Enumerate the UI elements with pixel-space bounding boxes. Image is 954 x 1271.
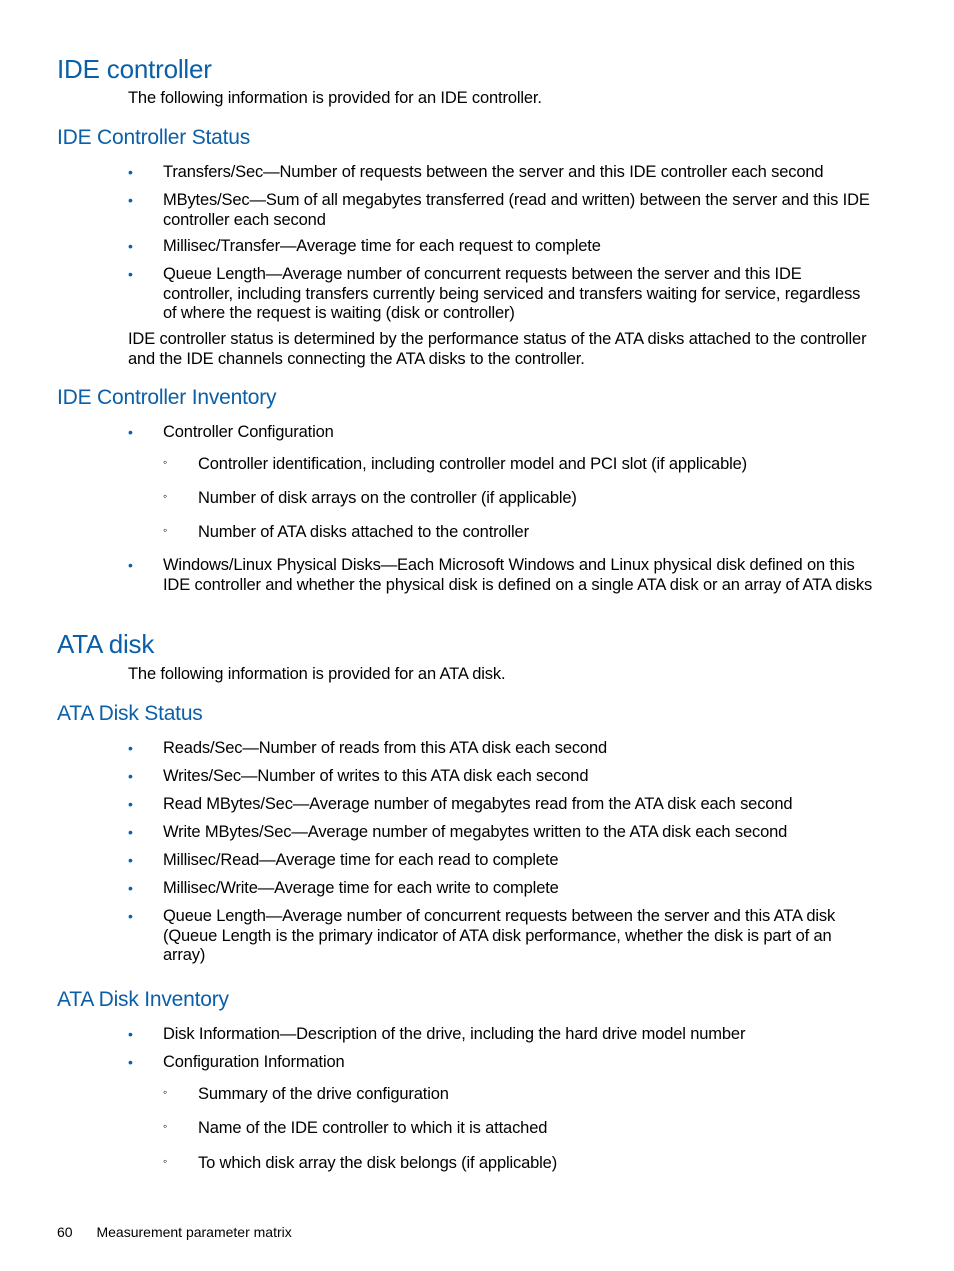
list-item: [128, 739, 873, 759]
list-item: [128, 1025, 873, 1045]
list-item: [128, 879, 873, 899]
sub-bullet-icon: ◦: [163, 1085, 168, 1099]
sub-list-item: [163, 1119, 863, 1139]
subsection-title-ide-controller-status: IDE Controller Status: [57, 126, 251, 149]
sub-list-item-text: Number of ATA disks attached to the controller: [198, 523, 529, 541]
sub-list-item-text: Number of disk arrays on the controller (if applicable): [198, 489, 577, 507]
bullet-icon: •: [128, 238, 133, 254]
sub-bullet-icon: ◦: [163, 455, 168, 469]
bullet-icon: •: [128, 192, 133, 208]
list-item-text: Writes/Sec—Number of writes to this ATA disk each second: [163, 767, 589, 785]
list-item: [128, 851, 873, 871]
list-item-text: Configuration Information: [163, 1053, 345, 1071]
bullet-icon: •: [128, 740, 133, 756]
bullet-icon: •: [128, 1026, 133, 1042]
page-number: 60: [57, 1224, 73, 1240]
list-item: [128, 237, 873, 257]
list-item: [128, 265, 873, 324]
subsection-title-ata-disk-inventory: ATA Disk Inventory: [57, 988, 229, 1011]
section-title-ide-controller: IDE controller: [57, 54, 212, 84]
list-item: [128, 823, 873, 843]
sub-bullet-icon: ◦: [163, 489, 168, 503]
list-item: [128, 191, 873, 230]
intro-ata-disk: The following information is provided for an ATA disk.: [128, 665, 506, 683]
bullet-icon: •: [128, 557, 133, 573]
list-item-text: Windows/Linux Physical Disks—Each Microsoft Windows and Linux physical disk defined on this IDE controller and whether the physical disk is defined on a single ATA disk or an array of ATA disks: [163, 556, 873, 594]
intro-ide-controller: The following information is provided for an IDE controller.: [128, 89, 542, 107]
list-item-text: Queue Length—Average number of concurrent requests between the server and this IDE controller, including transfers currently being serviced and transfers waiting for service, regardless of where the request is waiting (disk or controller): [163, 265, 861, 322]
sub-list-item: [163, 489, 863, 509]
list-item-text: Millisec/Write—Average time for each write to complete: [163, 879, 559, 897]
list-item: [128, 907, 873, 966]
list-item-text: Millisec/Read—Average time for each read to complete: [163, 851, 559, 869]
sub-list-item-text: Controller identification, including controller model and PCI slot (if applicable): [198, 455, 747, 473]
list-item-text: Read MBytes/Sec—Average number of megabytes read from the ATA disk each second: [163, 795, 793, 813]
bullet-icon: •: [128, 852, 133, 868]
bullet-icon: •: [128, 796, 133, 812]
bullet-icon: •: [128, 908, 133, 924]
list-item: [128, 1053, 873, 1073]
subsection-title-ide-controller-inventory: IDE Controller Inventory: [57, 386, 277, 409]
section-title-ata-disk: ATA disk: [57, 629, 155, 659]
bullet-icon: •: [128, 424, 133, 440]
page-footer: [57, 1224, 292, 1240]
list-item-text: Reads/Sec—Number of reads from this ATA disk each second: [163, 739, 608, 757]
sub-list-item-text: Summary of the drive configuration: [198, 1085, 449, 1103]
status-note: IDE controller status is determined by the performance status of the ATA disks attached to the controller and the IDE channels connecting the ATA disks to the controller.: [128, 330, 867, 368]
list-item: [128, 163, 873, 183]
list-item-text: MBytes/Sec—Sum of all megabytes transferred (read and written) between the server and this IDE controller each second: [163, 191, 870, 229]
bullet-icon: •: [128, 266, 133, 282]
sub-list-item: [163, 523, 863, 543]
subsection-title-ata-disk-status: ATA Disk Status: [57, 702, 203, 725]
sub-list-item-text: Name of the IDE controller to which it is attached: [198, 1119, 548, 1137]
sub-list-item: [163, 455, 863, 475]
sub-list-item: [163, 1085, 863, 1105]
list-item: [128, 795, 873, 815]
list-item-text: Write MBytes/Sec—Average number of megabytes written to the ATA disk each second: [163, 823, 788, 841]
list-item-text: Controller Configuration: [163, 423, 334, 441]
sub-list-item: [163, 1154, 863, 1174]
bullet-icon: •: [128, 1054, 133, 1070]
list-item: [128, 556, 873, 595]
bullet-icon: •: [128, 880, 133, 896]
list-item-text: Millisec/Transfer—Average time for each request to complete: [163, 237, 601, 255]
list-item-text: Queue Length—Average number of concurrent requests between the server and this ATA disk (Queue Length is the primary indicator of ATA disk performance, whether the disk is part of an array): [163, 907, 836, 964]
sub-bullet-icon: ◦: [163, 1154, 168, 1168]
bullet-icon: •: [128, 824, 133, 840]
sub-bullet-icon: ◦: [163, 1119, 168, 1133]
sub-bullet-icon: ◦: [163, 523, 168, 537]
bullet-icon: •: [128, 164, 133, 180]
bullet-icon: •: [128, 768, 133, 784]
list-item: [128, 767, 873, 787]
list-item-text: Transfers/Sec—Number of requests between the server and this IDE controller each second: [163, 163, 824, 181]
list-item-text: Disk Information—Description of the drive, including the hard drive model number: [163, 1025, 746, 1043]
list-item: [128, 423, 873, 443]
footer-section-name: Measurement parameter matrix: [96, 1224, 292, 1240]
sub-list-item-text: To which disk array the disk belongs (if applicable): [198, 1154, 558, 1172]
